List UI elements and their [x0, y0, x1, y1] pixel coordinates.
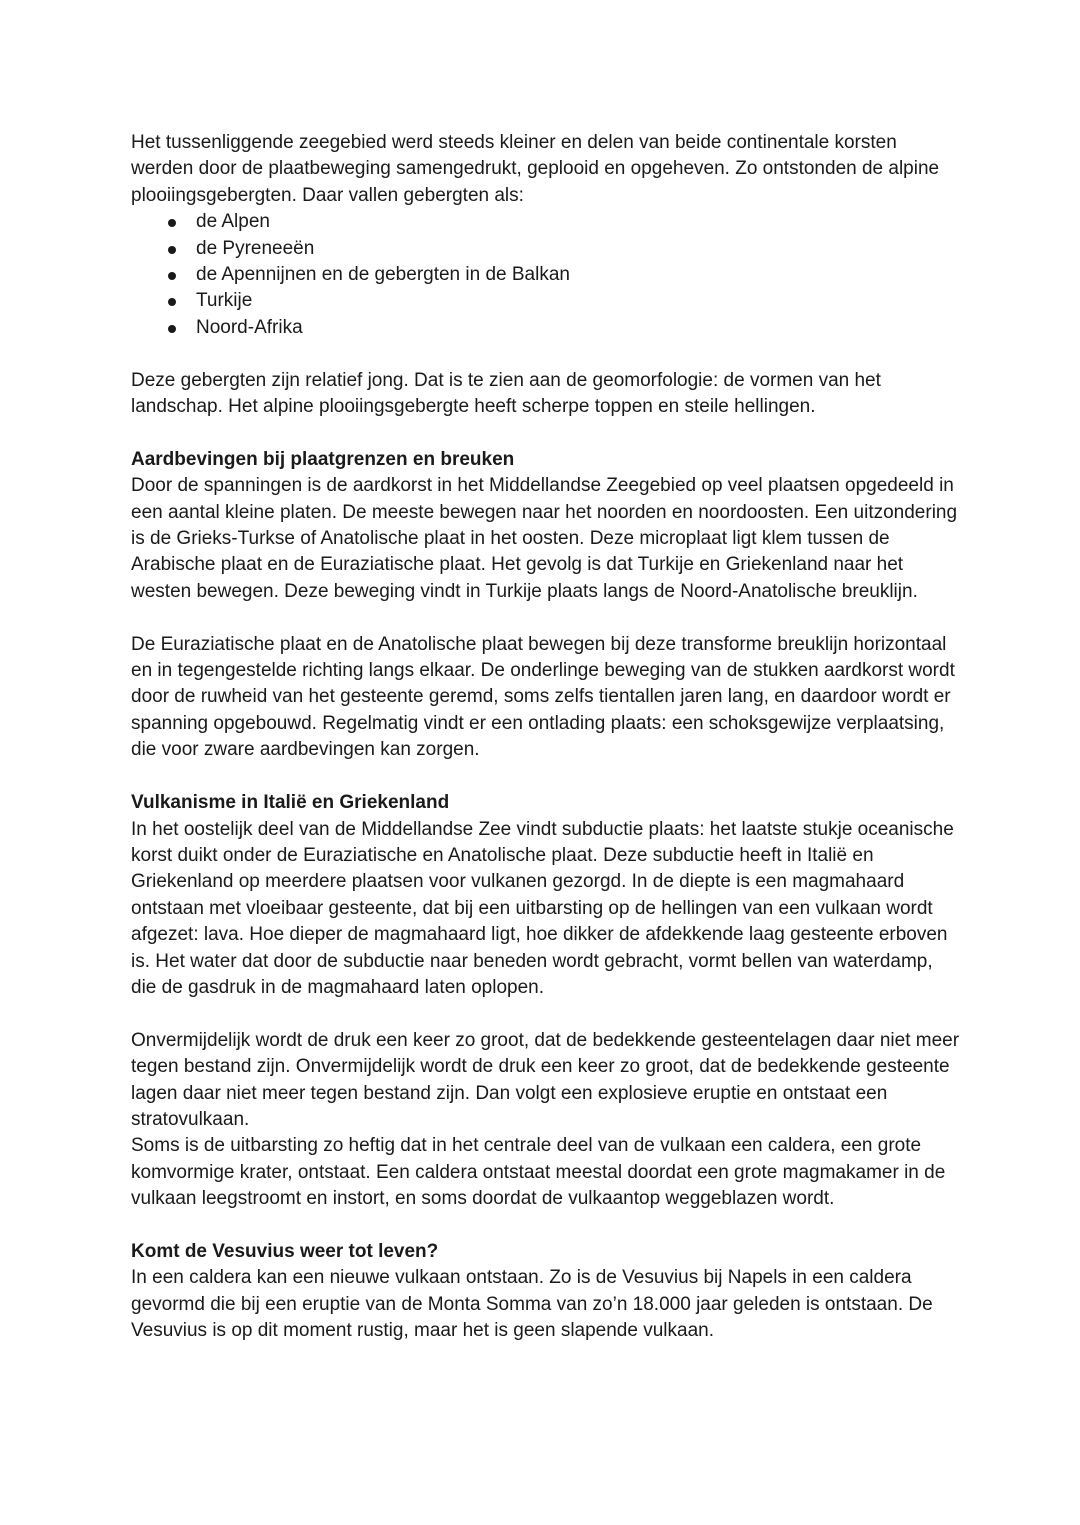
spacer [131, 764, 961, 790]
bullet-icon [168, 219, 176, 227]
document-page [131, 130, 961, 1345]
bullet-icon [168, 246, 176, 254]
volcanism-paragraph-1: In het oostelijk deel van de Middellandse Zee vindt subductie plaats: het laatste stukje oceanische korst duikt onder de Euraziatische en Anatolische plaat. Deze subductie heeft in Italië en Griekenland op meerdere plaatsen voor vulkanen gezorgd. In de diepte is een magmahaard ontstaan met vloeibaar gesteente, dat bij een uitbarsting op de hellingen van een vulkaan wordt afgezet: lava. Hoe dieper de magmahaard ligt, hoe dikker de afdekkende laag gesteente erboven is. Het water dat door de subductie naar beneden wordt gebracht, vormt bellen van waterdamp, die de gasdruk in de magmahaard laten oplopen. [131, 818, 954, 998]
list-item: de Pyreneeën [131, 236, 961, 262]
earthquakes-paragraph-2: De Euraziatische plaat en de Anatolische plaat bewegen bij deze transforme breuklijn horizontaal en in tegengestelde richting langs elkaar. De onderlinge beweging van de stukken aardkorst wordt door de ruwheid van het gesteente geremd, soms zelfs tientallen jaren lang, en daardoor wordt er spanning opgebouwd. Regelmatig vindt er een ontlading plaats: een schoksgewijze verplaatsing, die voor zware aardbevingen kan zorgen. [131, 633, 955, 761]
bullet-icon [168, 272, 176, 280]
list-item: Turkije [131, 288, 961, 314]
spacer [131, 1213, 961, 1239]
vesuvius-paragraph-1: In een caldera kan een nieuwe vulkaan ontstaan. Zo is de Vesuvius bij Napels in een caldera gevormd die bij een eruptie van de Monta Somma van zo’n 18.000 jaar geleden is ontstaan. De Vesuvius is op dit moment rustig, maar het is geen slapende vulkaan. [131, 1267, 933, 1342]
bullet-icon [168, 298, 176, 306]
volcanism-paragraph-2: Onvermijdelijk wordt de druk een keer zo groot, dat de bedekkende gesteentelagen daar niet meer tegen bestand zijn. Onvermijdelijk wordt de druk een keer zo groot, dat de bedekkende gesteente lagen daar niet meer tegen bestand zijn. Dan volgt een explosieve eruptie en ontstaat een stratovulkaan. [131, 1029, 960, 1130]
list-item: Noord-Afrika [131, 315, 961, 341]
section-heading-earthquakes: Aardbevingen bij plaatgrenzen en breuken [131, 448, 515, 470]
spacer [131, 341, 961, 367]
bullet-icon [168, 325, 176, 333]
intro-paragraph-2: Deze gebergten zijn relatief jong. Dat is te zien aan de geomorfologie: de vormen van het landschap. Het alpine plooiingsgebergte heeft scherpe toppen en steile hellingen. [131, 369, 881, 418]
list-item: de Alpen [131, 209, 961, 235]
spacer [131, 420, 961, 446]
section-heading-vesuvius: Komt de Vesuvius weer tot leven? [131, 1240, 439, 1262]
intro-paragraph: Het tussenliggende zeegebied werd steeds kleiner en delen van beide continentale korsten werden door de plaatbeweging samengedrukt, geplooid en opgeheven. Zo ontstonden de alpine plooiingsgebergten. Daar vallen gebergten als: [131, 132, 940, 206]
earthquakes-paragraph-1: Door de spanningen is de aardkorst in het Middellandse Zeegebied op veel plaatsen opgedeeld in een aantal kleine platen. De meeste bewegen naar het noorden en noordoosten. Een uitzondering is de Grieks-Turkse of Anatolische plaat in het oosten. Deze microplaat ligt klem tussen de Arabische plaat en de Euraziatische plaat. Het gevolg is dat Turkije en Griekenland naar het westen bewegen. Deze beweging vindt in Turkije plaats langs de Noord-Anatolische breuklijn. [131, 475, 958, 602]
volcanism-paragraph-3: Soms is de uitbarsting zo heftig dat in het centrale deel van de vulkaan een caldera, een grote komvormige krater, ontstaat. Een caldera ontstaat meestal doordat een grote magmakamer in de vulkaan leegstroomt en instort, en soms doordat de vulkaantop weggeblazen wordt. [131, 1135, 946, 1210]
list-item: de Apennijnen en de gebergten in de Balkan [131, 262, 961, 288]
section-heading-volcanism: Vulkanisme in Italië en Griekenland [131, 792, 450, 814]
mountain-list [131, 209, 961, 341]
spacer [131, 605, 961, 631]
spacer [131, 1001, 961, 1027]
